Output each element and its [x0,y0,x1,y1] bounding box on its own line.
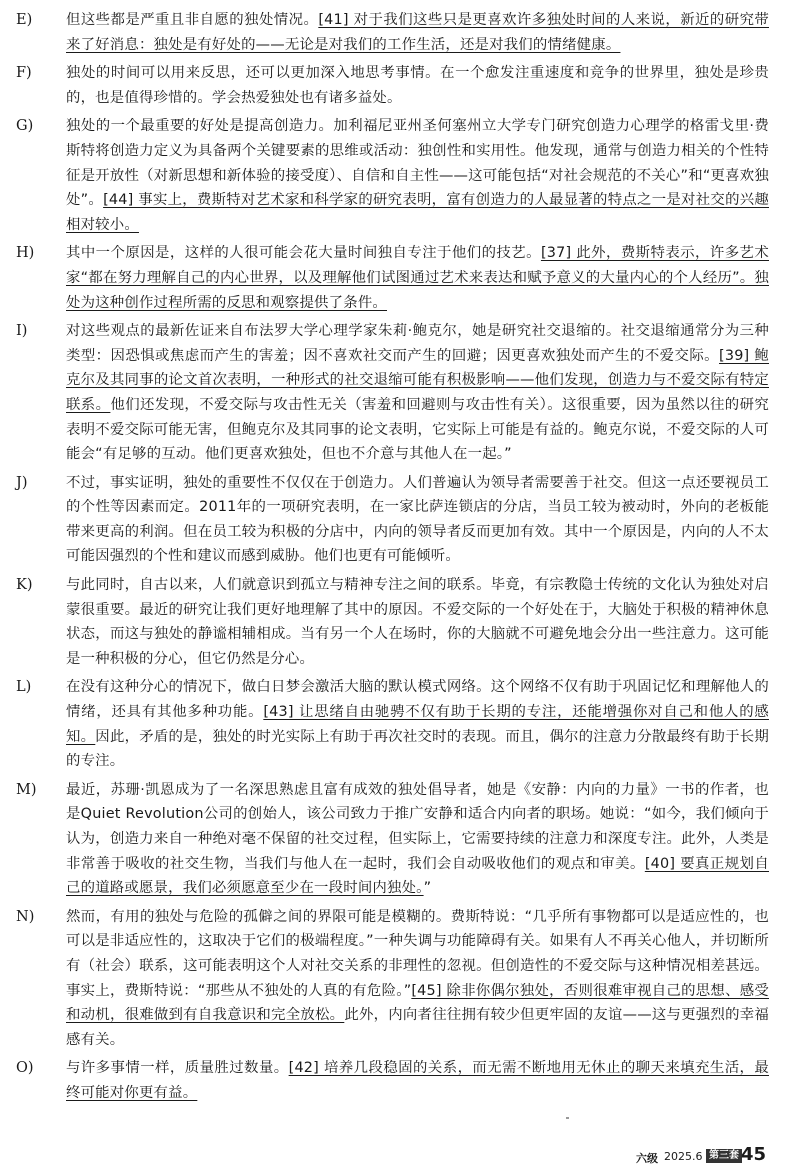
paragraph-label: L) [16,679,32,696]
paragraph-label: N) [16,908,35,925]
paragraph-text: 独处的时间可以用来反思，还可以更加深入地思考事情。在一个愈发注重速度和竞争的世界里，独处是珍贵的，也是值得珍惜的。学会热爱独处也有诸多益处。 [66,65,769,106]
exam-set-badge: 第三套 [706,1149,742,1163]
paragraph-j [0,471,800,569]
paragraph-g [0,114,800,237]
paragraph-label: K) [16,577,33,594]
paragraph-label: H) [16,245,35,262]
paragraph-label: E) [16,12,33,28]
exam-date: 2025.6 [664,1150,703,1163]
paragraph-text: 与此同时，自古以来，人们就意识到孤立与精神专注之间的联系。毕竟，有宗教隐士传统的文化认为独处对启蒙很重要。最近的研究让我们更好地理解了其中的原因。不爱交际的一个好处在于，大脑处于积极的精神休息状态，而这与独处的静谧相辅相成。当有另一个人在场时，你的大脑就不可避免地会分出一些注意力。这可能是一种积极的分心，但它仍然是分心。 [66,577,769,667]
paragraph-k [0,573,800,671]
paragraph-label: I) [16,323,28,340]
paragraph-o [0,1056,800,1105]
paragraph-f [0,61,800,110]
paragraph-label: F) [16,65,32,82]
paragraph-e [0,8,800,57]
paragraph-text: 最近，苏珊·凯恩成为了一名深思熟虑且富有成效的独处倡导者，她是《安静：内向的力量》一书的作者，也是Quiet Revolution公司的创始人，该公司致力于推广安静和适合内向者的职场。她说：“如今，我们倾向于认为，创造力来自一种绝对毫不保留的社交过程，但实际上，它需要持续的注意力和深度专注。此外，人类是非常善于吸收的社交生物，当我们与他人在一起时，我们会自动吸收他们的观点和审美。[40] 要真正规划自己的道路或愿景，我们必须愿意至少在一段时间内独处。” [66,781,769,897]
page-footer [0,1144,800,1168]
exam-level: 六级 [636,1152,658,1165]
paragraph-label: M) [16,781,37,798]
paragraph-text: 对这些观点的最新佐证来自布法罗大学心理学家朱莉·鲍克尔，她是研究社交退缩的。社交退缩通常分为三种类型：因恐惧或焦虑而产生的害羞；因不喜欢社交而产生的回避；因更喜欢独处而产生的不爱交际。[39] 鲍克尔及其同事的论文首次表明，一种形式的社交退缩可能有积极影响——他们发现，创造力与不爱交际有特定联系。他们还发现，不爱交际与攻击性无关（害羞和回避则与攻击性有关）。这很重要，因为虽然以往的研究表明不爱交际可能无害，但鲍克尔及其同事的论文表明，它实际上可能是有益的。鲍克尔说，不爱交际的人可能会“有足够的互动。他们更喜欢独处，但也不介意与其他人在一起。” [66,323,769,463]
paragraph-i [0,319,800,467]
paragraph-text: 与许多事情一样，质量胜过数量。[42] 培养几段稳固的关系，而无需不断地用无休止的聊天来填充生活，最终可能对你更有益。 [66,1060,769,1101]
page-number: 45 [741,1144,767,1165]
paragraph-n [0,905,800,1053]
paragraph-m [0,778,800,901]
paragraph-label: G) [16,118,34,135]
paragraph-h [0,241,800,315]
paragraph-text: 独处的一个最重要的好处是提高创造力。加利福尼亚州圣何塞州立大学专门研究创造力心理学的格雷戈里·费斯特将创造力定义为具备两个关键要素的思维或活动：独创性和实用性。他发现，通常与创造力相关的个性特征是开放性（对新思想和新体验的接受度）、自信和自主性——这可能包括“对社会规范的不关心”和“更喜欢独处”。[44] 事实上，费斯特对艺术家和科学家的研究表明，富有创造力的人最显著的特点之一是对社交的兴趣相对较小。 [66,118,769,233]
paragraph-text: 但这些都是严重且非自愿的独处情况。[41] 对于我们这些只是更喜欢许多独处时间的人来说，新近的研究带来了好消息：独处是有好处的——无论是对我们的工作生活，还是对我们的情绪健康。 [66,12,769,53]
paragraph-label: J) [16,474,28,491]
paragraph-text: 其中一个原因是，这样的人很可能会花大量时间独自专注于他们的技艺。[37] 此外，费斯特表示，许多艺术家“都在努力理解自己的内心世界，以及理解他们试图通过艺术来表达和赋予意义的大量内心的个人经历”。独处为这种创作过程所需的反思和观察提供了条件。 [66,245,769,311]
paragraph-text: 在没有这种分心的情况下，做白日梦会激活大脑的默认模式网络。这个网络不仅有助于巩固记忆和理解他人的情绪，还具有其他多种功能。[43] 让思绪自由驰骋不仅有助于长期的专注，还能增强你对自己和他人的感知。因此，矛盾的是，独处的时光实际上有助于再次社交时的表现。而且，偶尔的注意力分散最终有助于长期的专注。 [66,679,769,770]
paragraph-text: 不过，事实证明，独处的重要性不仅仅在于创造力。人们普遍认为领导者需要善于社交。但这一点还要视员工的个性等因素而定。2011年的一项研究表明，在一家比萨连锁店的分店，当员工较为被动时，外向的老板能带来更高的利润。但在员工较为积极的分店中，内向的领导者反而更加有效。其中一个原因是，内向的人不太可能因强烈的个性和建议而感到威胁。他们也更有可能倾听。 [66,474,769,565]
paragraph-l [0,675,800,773]
paragraph-label: O) [16,1060,34,1077]
page-mark [566,1117,569,1119]
paragraph-text: 然而，有用的独处与危险的孤僻之间的界限可能是模糊的。费斯特说：“几乎所有事物都可以是适应性的，也可以是非适应性的，这取决于它们的极端程度。”一种失调与功能障碍有关。如果有人不再关心他人，并切断所有（社会）联系，这可能表明这个人对社交关系的非理性的忽视。但创造性的不爱交际与这种情况相差甚远。事实上，费斯特说：“那些从不独处的人真的有危险。”[45] 除非你偶尔独处，否则很难审视自己的思想、感受和动机，很难做到有自我意识和完全放松。此外，内向者往往拥有较少但更牢固的友谊——这与更强烈的幸福感有关。 [66,908,769,1048]
